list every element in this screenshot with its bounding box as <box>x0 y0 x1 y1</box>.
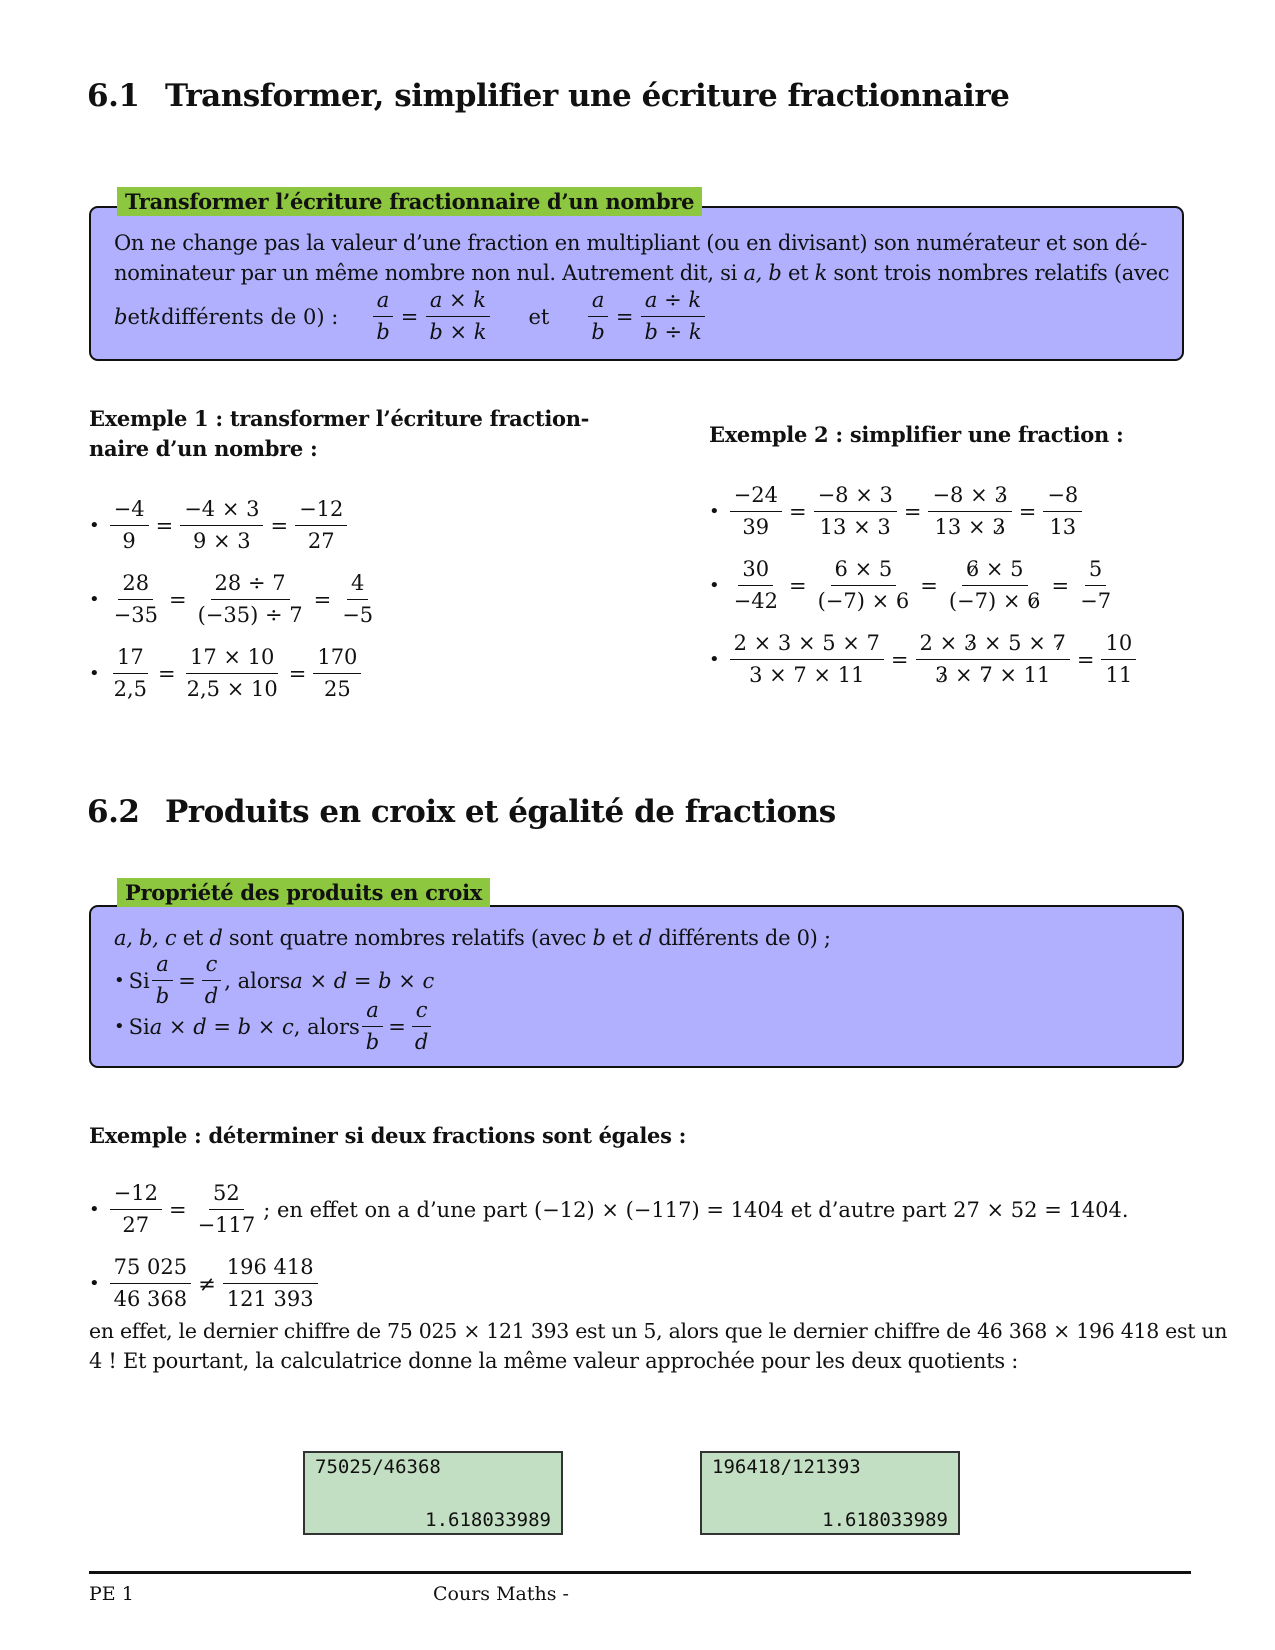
numerator: 17 <box>113 645 148 674</box>
denominator: 2,5 × 10 <box>186 677 278 702</box>
text-fragment: Si <box>128 968 150 993</box>
fraction-c-d <box>411 998 432 1055</box>
fraction <box>194 1181 260 1238</box>
numerator <box>928 483 1011 512</box>
bullet: • <box>709 501 720 523</box>
var-k: k <box>814 261 828 285</box>
fraction-a-b <box>362 998 383 1055</box>
fraction-simplified <box>945 557 1045 614</box>
numerator: a <box>373 288 394 317</box>
denominator: b <box>155 984 170 1009</box>
numerator: a × k <box>426 288 490 317</box>
fraction <box>110 497 149 554</box>
calculator-result: 1.618033989 <box>822 1509 948 1531</box>
example-row-2 <box>89 1255 322 1312</box>
text-fragment: Si <box>128 1014 150 1039</box>
denominator: b ÷ k <box>644 320 702 345</box>
fraction <box>1101 631 1136 688</box>
cross-product: a × d = b × c <box>290 968 435 993</box>
example1-row-2: • $\frac{28}{-35}$ = $\frac{28 \div 7}{(-35) \div 7}$ = $\frac{4}{-5}$ <box>89 571 381 628</box>
numerator: 75 025 <box>110 1255 191 1284</box>
numerator: 17 × 10 <box>186 645 278 674</box>
cancelled-factor: 3 <box>992 515 1006 540</box>
denominator: 27 <box>122 1213 150 1238</box>
fraction <box>338 571 377 628</box>
numerator: 5 <box>1085 557 1106 586</box>
definition-tag: Transformer l’écriture fractionnaire d’un nombre <box>117 187 702 216</box>
var-b: b <box>114 304 128 329</box>
text-fragment: et <box>605 926 639 950</box>
bullet: • <box>89 1199 100 1221</box>
footer-rule <box>89 1571 1191 1574</box>
fraction <box>110 1255 191 1312</box>
footer-center: Cours Maths - <box>433 1583 569 1605</box>
numerator: 6 × 5 <box>831 557 897 586</box>
text-fragment: différents de 0) ; <box>651 926 831 950</box>
text-fragment: × <box>948 663 980 688</box>
property-tag: Propriété des produits en croix <box>117 878 490 907</box>
section-title-text: Produits en croix et égalité de fractions <box>165 794 836 830</box>
text-fragment: × 11 <box>992 663 1051 688</box>
definition-line-1: On ne change pas la valeur d’une fraction en multipliant (ou en divisant) son numérateur et son dé- <box>114 231 1147 255</box>
definition-line-2 <box>114 258 1169 288</box>
numerator: 10 <box>1101 631 1136 660</box>
denominator: 13 <box>1049 515 1077 540</box>
example-row-text: ; en effet on a d’une part (−12) × (−117) = 1404 et d’autre part 27 × 52 = 1404. <box>263 1197 1129 1222</box>
numerator: 28 <box>118 571 153 600</box>
example-title: Exemple : déterminer si deux fractions sont égales : <box>89 1123 687 1148</box>
denominator: (−7) × 6 <box>817 589 910 614</box>
denominator: −42 <box>733 589 778 614</box>
denominator: 3 × 7 × 11 <box>749 663 865 688</box>
fraction-a-b <box>587 288 608 345</box>
text-fragment: , alors <box>293 1014 360 1039</box>
calculator-screen-2 <box>700 1451 960 1535</box>
fraction <box>110 645 151 702</box>
example-row-1: • $\frac{-12}{27}$ = $\frac{52}{-117}$ ; en effet on a d’une part (−12) × (−117) = 1404 et d’autre part 27 × 52 = 1404. <box>89 1181 1129 1238</box>
denominator: b <box>591 320 605 345</box>
section-number: 6.1 <box>87 78 140 114</box>
cancelled-factor: 3 <box>935 663 949 688</box>
section-number: 6.2 <box>87 794 140 830</box>
bullet: • <box>114 970 125 992</box>
denominator: d <box>414 1030 429 1055</box>
numerator: a ÷ k <box>641 288 705 317</box>
fraction <box>180 497 263 554</box>
explanation-line-1: en effet, le dernier chiffre de 75 025 × 121 393 est un 5, alors que le dernier chiffre de 46 368 × 196 418 est un <box>89 1319 1228 1343</box>
calculator-result: 1.618033989 <box>425 1509 551 1531</box>
example2-row-1: • $\frac{-24}{39}$ = $\frac{-8 \times 3}{13 \times 3}$ = $\frac{-8 \times 3}{13 \times 3}$ = $\frac{-8}{13}$ <box>709 483 1086 540</box>
bullet: • <box>709 649 720 671</box>
text-fragment: sont quatre nombres relatifs (avec <box>222 926 593 950</box>
equals-sign: = <box>615 304 634 329</box>
fraction <box>110 1181 162 1238</box>
text-fragment: sont trois nombres relatifs (avec <box>827 261 1170 285</box>
numerator: −8 × 3 <box>814 483 897 512</box>
fraction <box>110 571 162 628</box>
calculator-screen-1 <box>303 1451 563 1535</box>
bullet: • <box>709 575 720 597</box>
cross-product: a × d = b × c <box>149 1014 294 1039</box>
fraction-simplified <box>928 483 1011 540</box>
definition-box-transform <box>89 206 1184 361</box>
denominator: 39 <box>742 515 770 540</box>
denominator: b × k <box>429 320 487 345</box>
text-fragment: 13 × <box>934 515 993 540</box>
numerator: −24 <box>730 483 782 512</box>
denominator: 121 393 <box>226 1287 314 1312</box>
calculator-expression: 75025/46368 <box>315 1456 441 1478</box>
denominator: b <box>365 1030 380 1055</box>
definition-line-3 <box>114 288 710 345</box>
numerator: −4 <box>110 497 149 526</box>
text-fragment: −8 × <box>932 483 995 507</box>
section-title-text: Transformer, simplifier une écriture fractionnaire <box>165 78 1010 114</box>
equals-sign: = <box>400 304 419 329</box>
example2-title: Exemple 2 : simplifier une fraction : <box>709 422 1124 447</box>
explanation-line-2: 4 ! Et pourtant, la calculatrice donne la même valeur approchée pour les deux quotients : <box>89 1349 1019 1373</box>
bullet: • <box>89 515 100 537</box>
numerator: −4 × 3 <box>180 497 263 526</box>
var-b: b <box>592 926 606 950</box>
text-fragment: × 5 × <box>977 631 1053 655</box>
text-fragment: (−7) × <box>948 589 1028 614</box>
cancelled-factor: 6 <box>1027 589 1041 614</box>
numerator: c <box>202 952 222 981</box>
equals-sign: = <box>388 1014 406 1039</box>
cancelled-factor: 3 <box>994 483 1008 507</box>
example1-row-3: • $\frac{17}{2,5}$ = $\frac{17 \times 10}{2,5 \times 10}$ = $\frac{170}{25}$ <box>89 645 365 702</box>
denominator: (−35) ÷ 7 <box>197 603 303 628</box>
numerator: a <box>152 952 173 981</box>
bullet: • <box>114 1016 125 1038</box>
denominator: −7 <box>1080 589 1112 614</box>
numerator: −8 <box>1043 483 1082 512</box>
numerator: 4 <box>347 571 368 600</box>
fraction-adk-bdk <box>640 288 705 345</box>
fraction <box>183 645 282 702</box>
cancelled-factor: 7 <box>979 663 993 688</box>
not-equal-sign: ≠ <box>198 1271 216 1296</box>
numerator: c <box>412 998 432 1027</box>
denominator: 9 <box>122 529 136 554</box>
numerator: −12 <box>295 497 347 526</box>
fraction <box>194 571 307 628</box>
fraction <box>814 483 897 540</box>
fraction <box>223 1255 318 1312</box>
example1-row-1: • $\frac{-4}{9}$ = $\frac{-4 \times 3}{9 \times 3}$ = $\frac{-12}{27}$ <box>89 497 351 554</box>
denominator <box>931 512 1010 540</box>
et-word: et <box>528 304 550 329</box>
numerator: a <box>588 288 609 317</box>
property-box-cross-products <box>89 905 1184 1068</box>
text-fragment: et <box>781 261 815 285</box>
var-d: d <box>638 926 652 950</box>
example2-row-3: • $\frac{2 \times 3 \times 5 \times 7}{3 \times 7 \times 11}$ = $\frac{2 \times 3 \times 5 \times 7}{3 \times 7 \times 11}$ = $\frac{10}{11}$ <box>709 631 1140 688</box>
denominator: 27 <box>307 529 335 554</box>
fraction-a-b <box>372 288 393 345</box>
denominator: −117 <box>197 1213 256 1238</box>
numerator: 52 <box>209 1181 244 1210</box>
text-fragment: 2 × <box>919 631 964 655</box>
denominator: 13 × 3 <box>819 515 891 540</box>
denominator: b <box>376 320 390 345</box>
section-title-6-2 <box>87 794 836 830</box>
fraction-ak-bk <box>425 288 490 345</box>
denominator: 46 368 <box>113 1287 188 1312</box>
denominator: −5 <box>342 603 374 628</box>
text-fragment: × 5 <box>979 557 1024 581</box>
var-k: k <box>148 304 162 329</box>
fraction <box>1076 557 1115 614</box>
example1-title-line2: naire d’un nombre : <box>89 436 318 461</box>
numerator <box>962 557 1028 586</box>
denominator <box>931 660 1054 688</box>
calculator-expression: 196418/121393 <box>712 1456 861 1478</box>
text-fragment: , alors <box>224 968 291 993</box>
denominator: d <box>204 984 219 1009</box>
numerator: 28 ÷ 7 <box>211 571 290 600</box>
var-abc: a, b, c <box>114 926 177 950</box>
cancelled-factor: 3 <box>963 631 978 655</box>
cancelled-factor: 6 <box>965 557 980 581</box>
numerator: −12 <box>110 1181 162 1210</box>
denominator <box>945 586 1045 614</box>
section-title-6-1 <box>87 78 1009 114</box>
fraction <box>730 557 782 614</box>
numerator: a <box>362 998 383 1027</box>
fraction <box>730 483 782 540</box>
fraction <box>313 645 361 702</box>
denominator: 11 <box>1105 663 1133 688</box>
property-line-1 <box>114 923 831 953</box>
denominator: 2,5 <box>113 677 148 702</box>
numerator: 2 × 3 × 5 × 7 <box>730 631 884 660</box>
property-line-3 <box>114 998 434 1055</box>
footer-left: PE 1 <box>89 1583 134 1605</box>
equals-sign: = <box>178 968 196 993</box>
denominator: 25 <box>324 677 351 702</box>
var-d: d <box>209 926 223 950</box>
text-fragment: et <box>127 304 149 329</box>
fraction <box>1043 483 1082 540</box>
bullet: • <box>89 1273 100 1295</box>
text-fragment: et <box>176 926 210 950</box>
bullet: • <box>89 663 100 685</box>
text-fragment: nominateur par un même nombre non nul. Autrement dit, si <box>114 261 744 285</box>
fraction <box>295 497 347 554</box>
bullet: • <box>89 589 100 611</box>
fraction <box>814 557 914 614</box>
var-ab: a, b <box>743 261 782 285</box>
cancelled-factor: 7 <box>1052 631 1066 655</box>
numerator: 30 <box>738 557 773 586</box>
denominator: 9 × 3 <box>193 529 251 554</box>
text-fragment: différents de 0) : <box>161 304 339 329</box>
example2-row-2: • $\frac{30}{-42}$ = $\frac{6 \times 5}{(-7) \times 6}$ = $\frac{6 \times 5}{(-7) \times 6}$ = $\frac{5}{-7}$ <box>709 557 1119 614</box>
fraction <box>730 631 884 688</box>
numerator: 196 418 <box>223 1255 318 1284</box>
denominator: −35 <box>113 603 158 628</box>
numerator <box>916 631 1070 660</box>
example1-title-line1: Exemple 1 : transformer l’écriture fraction- <box>89 406 590 431</box>
fraction-simplified <box>916 631 1070 688</box>
numerator: 170 <box>313 645 361 674</box>
